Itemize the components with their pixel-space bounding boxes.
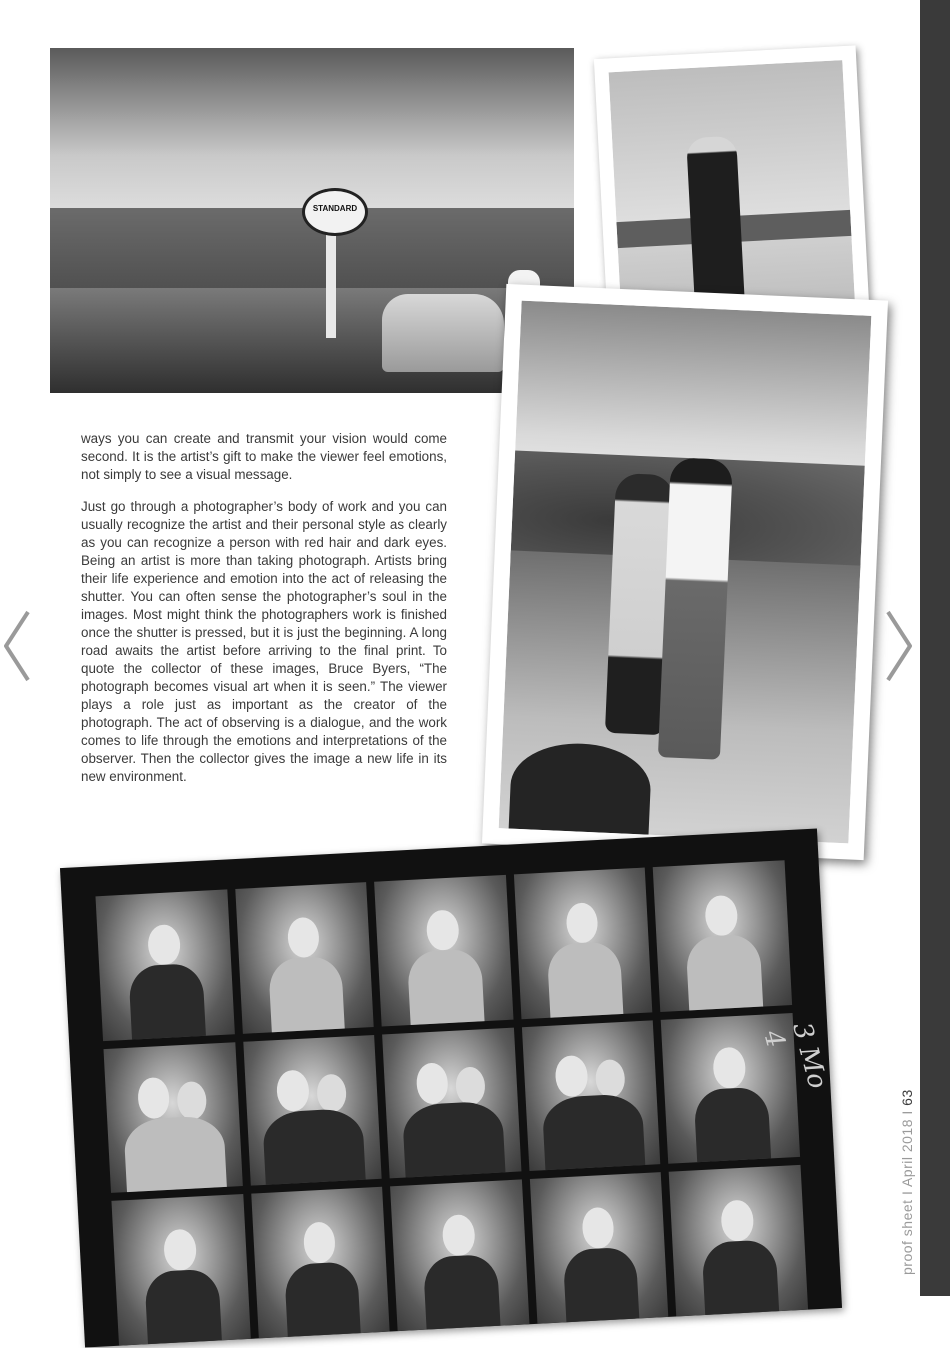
standard-sign	[302, 188, 368, 236]
contact-frame	[111, 1194, 250, 1345]
vintage-car	[382, 294, 504, 372]
footer-publication: proof sheet	[899, 1199, 915, 1275]
chevron-right-icon	[882, 606, 916, 686]
footer-text	[899, 1089, 915, 1275]
contact-frame	[235, 882, 374, 1033]
contact-frame	[522, 1020, 661, 1171]
page-edge-bar	[920, 0, 950, 1296]
contact-frame	[95, 889, 234, 1040]
standing-man	[686, 136, 745, 318]
article-paragraph: ways you can create and transmit your vision would come second. It is the artist’s gift to make the viewer feel emotions, not simply to see a visual message.	[81, 431, 447, 482]
contact-frame	[243, 1035, 382, 1186]
handwritten-note: 3 Mo 4	[757, 1019, 833, 1092]
contact-frame	[251, 1187, 390, 1338]
chevron-left-icon	[0, 606, 34, 686]
photo-couple	[482, 284, 888, 860]
next-page-button[interactable]	[882, 606, 916, 686]
article-paragraph: Just go through a photographer’s body of work and you can usually recognize the artist and their personal style as clearly as you can recognize a person with red hair and dark eyes. Being an artist is more than taking photograph. Artists bring their life experience and emotion into the act of releasing the shutter. You can often sense the photographer’s soul in the images. Most might think the photographers work is finished once the shutter is pressed, but it is just the beginning. A long road awaits the artist before arriving to the final print. To quote the collector of these images, Bruce Byers, “The photograph becomes visual art when it is seen.” The viewer plays a role just as important as the creator of the photograph. The act of observing is a dialogue, and the work comes to life through the emotions and interpretations of the observer. Then the collector gives the image a new life in its new environment.	[81, 499, 447, 784]
article-body	[81, 430, 447, 800]
prev-page-button[interactable]	[0, 606, 34, 686]
page-number: 63	[899, 1089, 915, 1106]
photo-contact-sheet	[60, 828, 842, 1347]
page-footer	[875, 1065, 915, 1290]
photo-gas-station	[50, 48, 574, 393]
contact-frame	[390, 1180, 529, 1331]
contact-frame	[514, 868, 653, 1019]
footer-issue: April 2018	[899, 1118, 915, 1188]
couple-man	[658, 457, 733, 759]
contact-frame	[530, 1172, 669, 1323]
footer-separator: I	[899, 1110, 915, 1115]
contact-frame	[103, 1042, 242, 1193]
standard-sign-text: STANDARD	[312, 204, 358, 213]
contact-frame	[374, 875, 513, 1026]
contact-sheet-grid	[95, 860, 808, 1345]
contact-frame	[669, 1165, 808, 1316]
contact-frame	[653, 860, 792, 1011]
contact-frame	[382, 1027, 521, 1178]
footer-separator: I	[899, 1190, 915, 1196]
